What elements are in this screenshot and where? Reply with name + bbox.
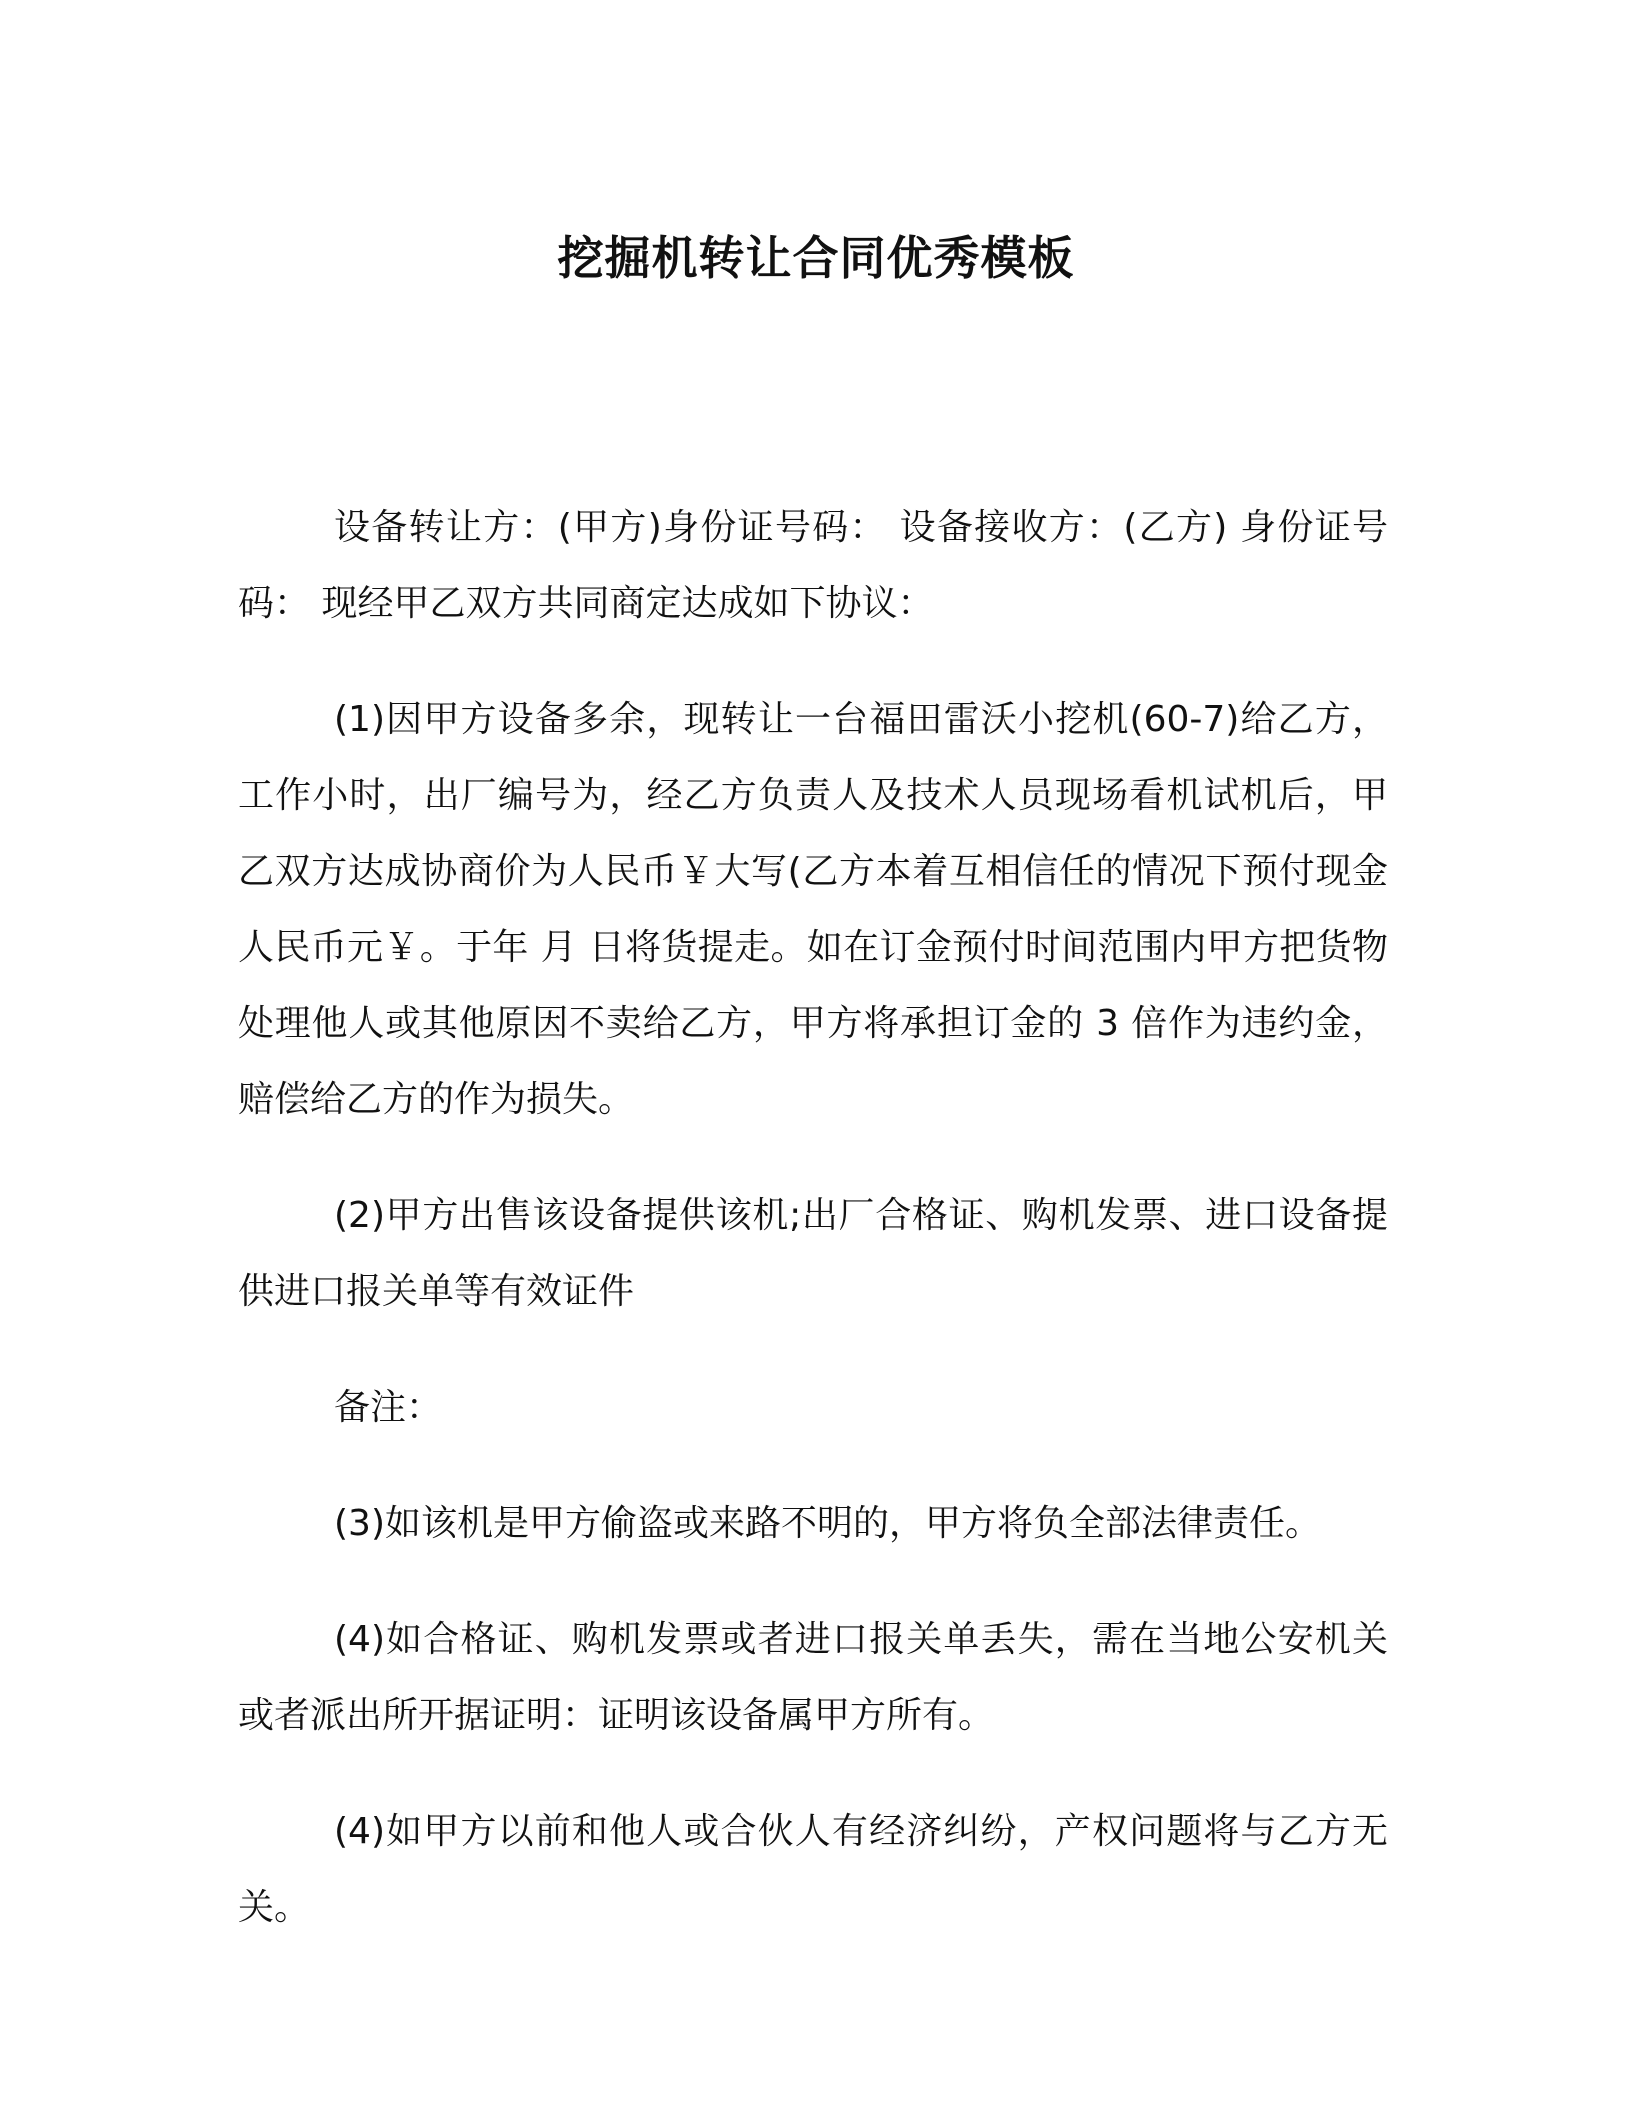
paragraph-note-label: 备注： xyxy=(334,1387,443,1428)
paragraph-clause-4b: (4)如甲方以前和他人或合伙人有经济纠纷，产权问题将与乙方无关。 xyxy=(238,1811,1388,1928)
document-body xyxy=(238,490,1388,1986)
paragraph-clause-1: (1)因甲方设备多余，现转让一台福田雷沃小挖机(60-7)给乙方，工作小时，出厂编号为，经乙方负责人及技术人员现场看机试机后，甲乙双方达成协商价为人民币￥大写(乙方本着互相信任的情况下预付现金人民币元￥。于年 月 日将货提走。如在订金预付时间范围内甲方把货物处理他人或其他原因不卖给乙方，甲方将承担订金的 3 倍作为违约金，赔偿给乙方的作为损失。 xyxy=(238,699,1388,1120)
paragraph-clause-3: (3)如该机是甲方偷盗或来路不明的，甲方将负全部法律责任。 xyxy=(334,1503,1321,1544)
paragraph-parties: 设备转让方：(甲方)身份证号码： 设备接收方：(乙方) 身份证号码： 现经甲乙双方共同商定达成如下协议： xyxy=(238,507,1388,624)
paragraph-clause-2: (2)甲方出售该设备提供该机;出厂合格证、购机发票、进口设备提供进口报关单等有效证件 xyxy=(238,1195,1388,1312)
document-title: 挖掘机转让合同优秀模板 xyxy=(557,231,1075,285)
paragraph-clause-4a: (4)如合格证、购机发票或者进口报关单丢失，需在当地公安机关或者派出所开据证明：证明该设备属甲方所有。 xyxy=(238,1619,1388,1736)
